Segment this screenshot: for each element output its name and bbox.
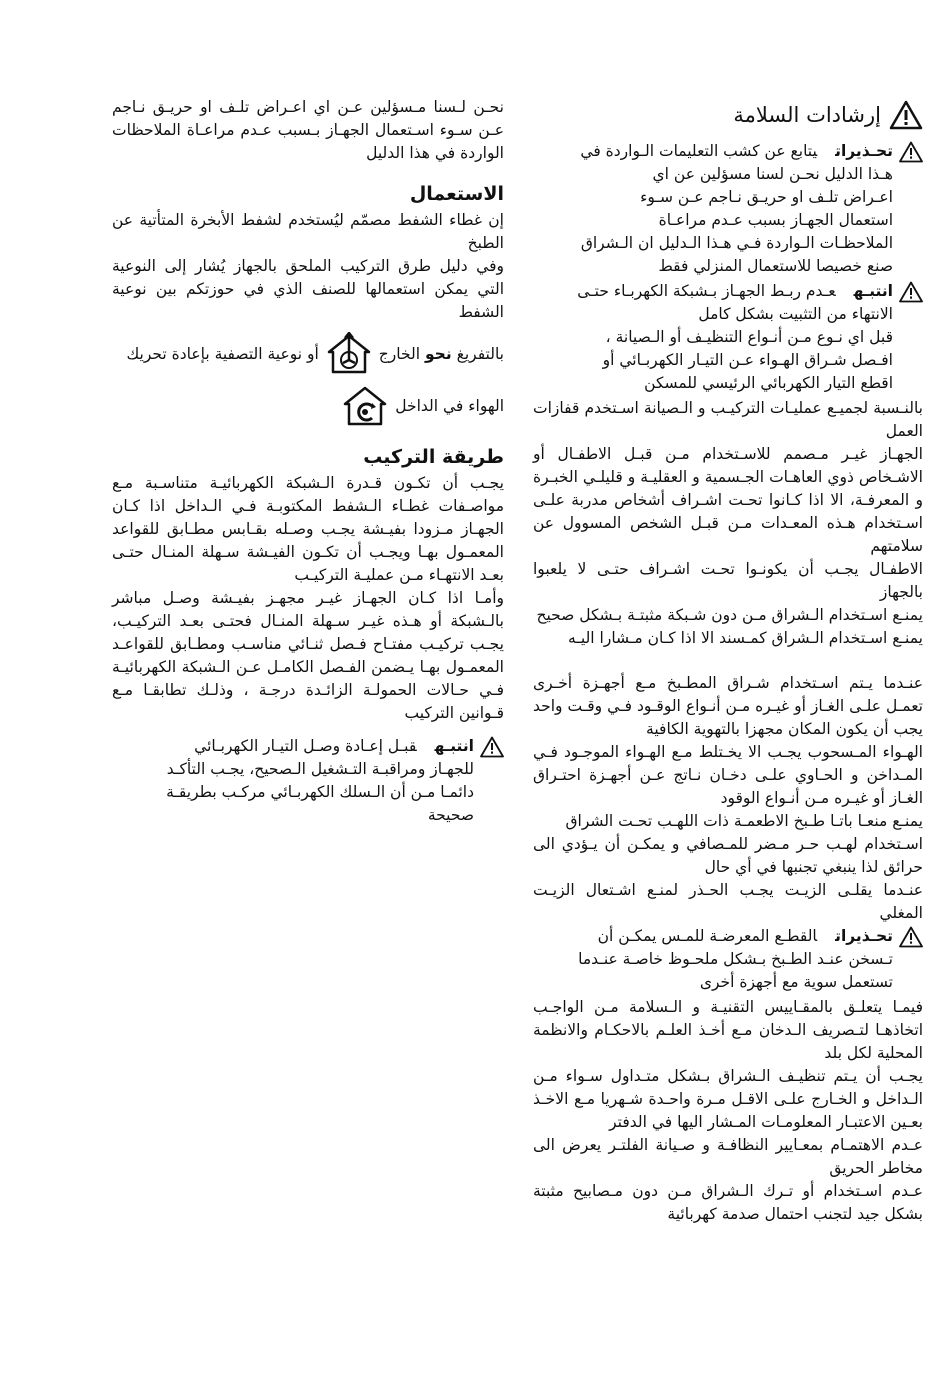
section-gap: [112, 165, 504, 183]
ducted-extraction-icon: [325, 332, 373, 376]
outside-word: بالتفريغ: [456, 344, 504, 363]
caution-block-2: [112, 735, 504, 827]
caution-line-text: عـدم ربـط الجهـاز بـشبكة الكهربـاء حتـى: [577, 282, 836, 300]
install-title: طريقة التركيب: [363, 446, 504, 468]
warning-line: تستعمل سوية مع أجهزة أخرى: [699, 973, 893, 991]
recirculation-icon: [341, 384, 389, 428]
safety-paragraph: فيمـا يتعلـق بالمقـاييس التقنيـة و الـسلامة مـن الواجـب اتخاذهـا لتـصريف الـدخان مـع أخـذ العلـم بالاحكـام والانظمة المحلية لكل بلد: [533, 998, 923, 1062]
safety-paragraph: عـدم الاهتمـام بمعـايير النظافـة و صـيانة الفلتـر يعرض الى مخاطر الحريق: [533, 1136, 923, 1177]
safety-paragraph: يمنـع اسـتخدام الـشراق مـن دون شـبكة مثبتـة بـشكل صحيح: [536, 606, 923, 624]
outside-extraction-row: [112, 332, 504, 376]
safety-paragraph: اسـتخدام لهـب حـر مـضر للمـصافي و يمكـن أن يـؤدي الى حرائق لذا ينبغي تجنبها في أي حال: [533, 835, 923, 876]
outside-text-b: أو نوعية التصفية بإعادة تحريك: [126, 344, 319, 363]
warning-line: صنع خصيصا للاستعمال المنزلي فقط: [658, 257, 893, 275]
caution-line: [533, 280, 893, 303]
caution-line: الانتهاء من التثبيت بشكل كامل: [698, 305, 893, 323]
warning-triangle-icon: [889, 100, 923, 130]
install-paragraph: وأمـا اذا كـان الجهـاز غيـر مجهـز بفيـشة وصـل مباشر بالـشبكة أو هـذه غيـر سـهلة المنـال فحتـى بعـد التركيـب، يجـب تركيـب مفتـاح فـصل ثنـائي مناسـب ومطـابق للقواعـد المعمـول بهـا يـضمن الفـصل الكامـل عـن الـشبكة الكهربائيـة فـي حـالات الحمولـة الزائـدة درجـة ، وذلـك تطابقـا مـع قـوانين التركيب: [112, 589, 504, 722]
warning-line-text: يتابع عن كشب التعليمات الـواردة في: [580, 142, 818, 160]
safety-paragraph: عنـدما يـتم اسـتخدام شـراق المطـبخ مـع أجهـزة أخـرى تعمـل علـى الغـاز أو غيـره مـن أنـواع الوقـود فـي وقـت واحد يجب أن يكون المكان مجهزا بالتهوية الكافية: [533, 674, 923, 738]
safety-paragraph: عنـدما يقلـى الزيـت يجـب الحـذر لمنـع اشـتعال الزيـت المغلي: [533, 881, 923, 922]
caution-line: افـصل شـراق الهـواء عـن التيـار الكهربـائي أو: [602, 351, 893, 369]
safety-column: [533, 96, 923, 1226]
outside-bold-word: نحو: [424, 344, 452, 363]
warning-line: [533, 140, 893, 163]
caution-line: دائمـا مـن أن الـسلك الكهربـائي مركـب بطريقـة: [166, 783, 474, 801]
safety-paragraph: الاطفـال يجـب أن يكونـوا تحـت اشـراف حتـى لا يلعبوا بالجهاز: [533, 560, 923, 601]
intro-paragraph: نحـن لـسنا مـسؤلين عـن اي اعـراض تلـف او حريـق نـاجم عـن سـوء اسـتعمال الجهـاز بـسبب عـدم مراعـاة الملاحظات الواردة في هذا الدليل: [112, 98, 504, 162]
warning-line: هـذا الدليل نحـن لسنا مسؤلين عن اي: [652, 165, 893, 183]
warning-triangle-icon: [899, 281, 923, 303]
caution-keyword: انتبـه: [853, 282, 893, 300]
warning-line: الملاحظـات الـواردة فـي هـذا الـدليل ان الـشراق: [580, 234, 893, 252]
safety-paragraph: الهـواء المـسحوب يجـب الا يخـتلط مـع الهـواء الموجـود فـي المـداخن و الحـاوي علـى دخـان نـاتج عـن أجهـزة احتـراق الغـاز أو غيـره مـن أنـواع الوقود: [533, 743, 923, 807]
caution-line: قبل اي نـوع مـن أنـواع التنظيـف أو الـصيانة ،: [605, 328, 893, 346]
safety-paragraph: الجهـاز غيـر مـصمم للاسـتخدام مـن قبـل الاطفـال أو الاشـخاص ذوي العاهـات الجـسمية و العقليـة و قليلـي الخبـرة و المعرفـة، الا اذا كـانوا تحـت اشـراف أشخاص مدربة علـى اسـتخدام هـذه المعـدات مـن قبـل الشخص المسوول عن سلامتهم: [533, 445, 923, 555]
warning-triangle-icon: [899, 926, 923, 948]
install-paragraph: يجـب أن تكـون قـدرة الـشبكة الكهربائيـة متناسـبة مـع مواصـفات غطـاء الـشفط المكتوبـة فـي الـداخل اذا كـان الجهـاز مـزودا بفيـشة يجـب وصـله بقـابس مطـابق للقواعد المعمـول بهـا ويجـب أن تكـون الفيـشة سـهلة المنـال حتـى بعـد الانتهـاء مـن عمليـة التركيـب: [112, 474, 504, 584]
safety-paragraph: بالنـسبة لجميـع عمليـات التركيـب و الـصيانة اسـتخدم قفازات العمل: [533, 399, 923, 440]
recirculation-row: [112, 384, 504, 428]
caution-line: اقطع التيار الكهربائي الرئيسي للمسكن: [644, 374, 893, 392]
warning-line: استعمال الجهـاز بسبب عـدم مراعـاة: [658, 211, 893, 229]
warning-block-1: [533, 140, 923, 278]
warning-line-text: القطـع المعرضـة للمـس يمكـن أن: [597, 927, 818, 945]
caution-line: صحيحة: [427, 806, 474, 824]
caution-block-1: [533, 280, 923, 395]
inside-text: الهواء في الداخل: [395, 396, 504, 415]
warning-line: اعـراض تلـف او حريـق نـاجم عـن سـوء: [640, 188, 893, 206]
usage-title: الاستعمال: [409, 183, 504, 205]
warning-keyword: تحـذيرات: [835, 142, 893, 160]
warning-triangle-icon: [480, 736, 504, 758]
safety-paragraph: يمنـع اسـتخدام الـشراق كمـسند الا اذا كـان مـشارا اليـه: [568, 629, 923, 647]
usage-paragraph: وفي دليل طرق التركيب الملحق بالجهاز يُشار إلى النوعية التي يمكن استعمالها للصنف الذي في حوزتكم بين نوعية الشفط: [112, 257, 504, 321]
safety-heading: [533, 100, 923, 130]
safety-paragraph: يجـب أن يـتم تنظيـف الـشراق بـشكل متـداول سـواء مـن الـداخل و الخـارج علـى الاقـل مـرة واحـدة شـهريا مـع الاخـذ بعـين الاعتبـار المعلومـات المـشار اليها في الدفتر: [533, 1067, 923, 1131]
safety-paragraph: عـدم اسـتخدام أو تـرك الـشراق مـن دون مـصابيح مثبتة بشكل جيد لتجنب احتمال صدمة كهربائية: [533, 1182, 923, 1223]
paragraph-gap: [533, 650, 923, 672]
outside-text-a: [379, 343, 504, 366]
caution-line: [112, 735, 474, 758]
caution-keyword: انتبـه: [434, 737, 474, 755]
usage-paragraph: إن غطاء الشفط مصمّم ليُستخدم لشفط الأبخرة المتأتية عن الطبخ: [112, 211, 504, 252]
warning-line: [533, 925, 893, 948]
warning-keyword: تحـذيرات: [835, 927, 893, 945]
outside-word: الخارج: [378, 344, 420, 363]
section-gap: [112, 725, 504, 735]
usage-column: [112, 96, 504, 829]
warning-block-2: [533, 925, 923, 994]
safety-paragraph: يمنـع منعـا باتـا طـبخ الاطعمـة ذات اللهـب تحـت الشراق: [565, 812, 923, 830]
caution-line: للجهـاز ومراقبـة التـشغيل الـصحيح، يجـب التأكـد: [166, 760, 474, 778]
warning-triangle-icon: [899, 141, 923, 163]
section-gap: [112, 428, 504, 446]
warning-line: تـسخن عنـد الطـبخ بـشكل ملحـوظ خاصـة عنـدما: [578, 950, 893, 968]
safety-title: إرشادات السلامة: [733, 103, 881, 127]
caution-line-text: قبـل إعـادة وصـل التيـار الكهربـائي: [194, 737, 417, 755]
